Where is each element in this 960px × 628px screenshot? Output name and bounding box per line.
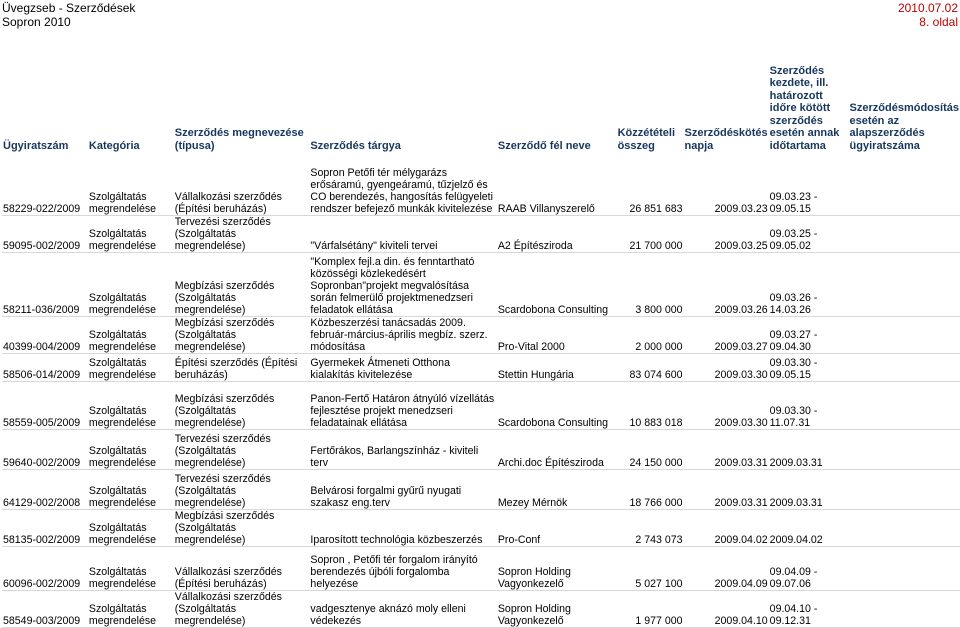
cell-signing-date: 2009.03.25	[714, 239, 768, 252]
cell-duration: 09.03.25 - 09.05.02	[769, 227, 818, 252]
cell-contract-type: Megbízási szerződés (Szolgáltatás megrendelése)	[174, 509, 275, 546]
table-row	[2, 316, 960, 353]
cell-base-contract	[849, 353, 960, 381]
col-header-base-contract: Szerződésmódosítás esetén az alapszerződés ügyiratszáma	[849, 102, 959, 152]
cell-duration: 09.03.26 - 14.03.26	[769, 291, 818, 316]
cell-subject: Belvárosi forgalmi gyűrű nyugati szakasz eng.terv	[310, 484, 462, 509]
cell-signing-date: 2009.03.30	[714, 416, 768, 429]
cell-amount: 10 883 018	[629, 416, 683, 429]
cell-contract-type: Tervezési szerződés (Szolgáltatás megrendelése)	[174, 215, 271, 252]
cell-category: Szolgáltatás megrendelése	[88, 602, 157, 627]
cell-party: RAAB Villanyszerelő	[497, 202, 595, 215]
cell-case-number: 59095-002/2009	[3, 239, 81, 252]
cell-duration: 09.03.30 - 09.05.15	[769, 356, 818, 381]
cell-category: Szolgáltatás megrendelése	[88, 521, 157, 546]
cell-case-number: 58135-002/2009	[3, 533, 81, 546]
table-row	[2, 509, 960, 546]
cell-signing-date: 2009.04.09	[714, 577, 768, 590]
col-header-category: Kategória	[88, 139, 140, 152]
cell-signing-date: 2009.04.10	[714, 614, 768, 627]
cell-case-number: 58506-014/2009	[3, 368, 81, 381]
cell-subject: Panon-Fertő Határon átnyúló vízellátás fejlesztése projekt menedzseri feladatainak ellátása	[310, 392, 495, 429]
cell-signing-date: 2009.03.26	[714, 303, 768, 316]
cell-party: Sopron Holding Vagyonkezelő	[497, 565, 571, 590]
cell-duration: 2009.03.31	[769, 456, 823, 469]
cell-duration: 09.03.23 - 09.05.15	[769, 190, 818, 215]
cell-signing-date: 2009.03.31	[714, 496, 768, 509]
document-title: Üvegzseb - Szerződések	[2, 1, 136, 15]
cell-subject: Gyermekek Átmeneti Otthona kialakítás kivitelezése	[310, 356, 450, 381]
cell-subject: "Várfalsétány" kiviteli tervei	[310, 239, 438, 252]
cell-amount: 3 800 000	[635, 303, 683, 316]
cell-duration: 09.04.09 - 09.07.06	[769, 565, 818, 590]
cell-base-contract	[849, 509, 960, 546]
cell-party: A2 Építésziroda	[497, 239, 573, 252]
cell-party: Mezey Mérnök	[497, 496, 568, 509]
col-header-subject: Szerződés tárgya	[310, 139, 401, 152]
cell-amount: 1 977 000	[635, 614, 683, 627]
cell-contract-type: Megbízási szerződés (Szolgáltatás megrendelése)	[174, 316, 275, 353]
col-header-party: Szerződő fél neve	[497, 139, 591, 152]
cell-contract-type: Építési szerződés (Építési beruházás)	[174, 356, 298, 381]
cell-signing-date: 2009.03.31	[714, 456, 768, 469]
cell-amount: 24 150 000	[629, 456, 683, 469]
cell-category: Szolgáltatás megrendelése	[88, 356, 157, 381]
cell-signing-date: 2009.03.23	[714, 202, 768, 215]
cell-amount: 18 766 000	[629, 496, 683, 509]
cell-party: Archi.doc Építésziroda	[497, 456, 604, 469]
table-row	[2, 429, 960, 469]
cell-category: Szolgáltatás megrendelése	[88, 291, 157, 316]
cell-duration: 09.04.10 - 09.12.31	[769, 602, 818, 627]
print-date: 2010.07.02	[897, 1, 958, 15]
cell-subject: "Komplex fejl.a din. és fenntartható közösségi közlekedésért Sopronban"projekt megvalósítása során felmerülő projektmenedzseri feladatok ellátása	[310, 255, 475, 316]
col-header-amount: Közzétételi összeg	[617, 127, 676, 152]
page-header	[0, 0, 960, 30]
cell-amount: 2 000 000	[635, 340, 683, 353]
cell-case-number: 60096-002/2009	[3, 577, 81, 590]
col-header-signing-date: Szerződéskötés napja	[684, 127, 768, 152]
header-row	[2, 34, 960, 152]
cell-signing-date: 2009.03.27	[714, 340, 768, 353]
cell-contract-type: Vállalkozási szerződés (Szolgáltatás megrendelése)	[174, 590, 282, 627]
cell-base-contract	[849, 316, 960, 353]
cell-contract-type: Megbízási szerződés (Szolgáltatás megrendelése)	[174, 279, 275, 316]
table-row	[2, 381, 960, 429]
table-row	[2, 546, 960, 590]
cell-case-number: 40399-004/2009	[3, 340, 81, 353]
table-row	[2, 252, 960, 316]
cell-amount: 5 027 100	[635, 577, 683, 590]
cell-case-number: 58229-022/2009	[3, 202, 81, 215]
cell-case-number: 59640-002/2009	[3, 456, 81, 469]
cell-amount: 2 743 073	[635, 533, 683, 546]
cell-base-contract	[849, 590, 960, 627]
cell-base-contract	[849, 152, 960, 215]
cell-category: Szolgáltatás megrendelése	[88, 328, 157, 353]
cell-category: Szolgáltatás megrendelése	[88, 227, 157, 252]
table-row	[2, 215, 960, 252]
page-number: 8. oldal	[919, 15, 958, 29]
cell-signing-date: 2009.04.02	[714, 533, 768, 546]
cell-amount: 26 851 683	[629, 202, 683, 215]
cell-category: Szolgáltatás megrendelése	[88, 190, 157, 215]
cell-base-contract	[849, 469, 960, 509]
cell-subject: vadgesztenye aknázó moly elleni védekezés	[310, 602, 466, 627]
table-row	[2, 353, 960, 381]
cell-subject: Sopron , Petőfi tér forgalom irányító berendezés újbóli forgalomba helyezése	[310, 553, 478, 590]
cell-subject: Iparosított technológia közbeszerzés	[310, 533, 483, 546]
cell-party: Pro-Vital 2000	[497, 340, 565, 353]
table-row	[2, 590, 960, 627]
cell-base-contract	[849, 215, 960, 252]
cell-amount: 21 700 000	[629, 239, 683, 252]
cell-party: Pro-Conf	[497, 533, 541, 546]
col-header-duration: Szerződés kezdete, ill. határozott időre kötött szerződés esetén annak időtartama	[769, 64, 840, 152]
cell-category: Szolgáltatás megrendelése	[88, 404, 157, 429]
cell-contract-type: Tervezési szerződés (Szolgáltatás megrendelése)	[174, 432, 271, 469]
cell-category: Szolgáltatás megrendelése	[88, 444, 157, 469]
cell-base-contract	[849, 381, 960, 429]
col-header-contract-type: Szerződés megnevezése (típusa)	[174, 127, 304, 152]
cell-subject: Sopron Petőfi tér mélygarázs erősáramú, gyengeáramú, tűzjelző és CO berendezés, hangosítás felügyeleti rendszer befejező munkák kivitelezése	[310, 166, 493, 215]
cell-case-number: 58211-036/2009	[3, 303, 80, 316]
cell-subject: Közbeszerzési tanácsadás 2009. február-március-április megbíz. szerz. módosítása	[310, 316, 488, 353]
table-row	[2, 469, 960, 509]
cell-contract-type: Megbízási szerződés (Szolgáltatás megrendelése)	[174, 392, 275, 429]
cell-party: Scardobona Consulting	[497, 303, 608, 316]
table-row	[2, 152, 960, 215]
cell-base-contract	[849, 429, 960, 469]
cell-contract-type: Tervezési szerződés (Szolgáltatás megrendelése)	[174, 472, 271, 509]
cell-party: Scardobona Consulting	[497, 416, 608, 429]
cell-contract-type: Vállalkozási szerződés (Építési beruházás)	[174, 565, 282, 590]
cell-contract-type: Vállalkozási szerződés (Építési beruházás)	[174, 190, 282, 215]
cell-subject: Fertőrákos, Barlangszínház - kiviteli terv	[310, 444, 479, 469]
col-header-case-number: Ügyiratszám	[3, 139, 69, 152]
cell-base-contract	[849, 252, 960, 316]
document-subtitle: Sopron 2010	[2, 15, 71, 29]
contracts-table	[2, 34, 960, 628]
cell-case-number: 64129-002/2008	[3, 496, 81, 509]
cell-base-contract	[849, 546, 960, 590]
cell-amount: 83 074 600	[629, 368, 683, 381]
cell-party: Stettin Hungária	[497, 368, 574, 381]
cell-category: Szolgáltatás megrendelése	[88, 565, 157, 590]
cell-duration: 09.03.30 - 11.07.31	[769, 404, 818, 429]
cell-case-number: 58559-005/2009	[3, 416, 81, 429]
cell-case-number: 58549-003/2009	[3, 614, 81, 627]
cell-category: Szolgáltatás megrendelése	[88, 484, 157, 509]
cell-signing-date: 2009.03.30	[714, 368, 768, 381]
cell-duration: 2009.04.02	[769, 533, 823, 546]
cell-duration: 09.03.27 - 09.04.30	[769, 328, 818, 353]
cell-party: Sopron Holding Vagyonkezelő	[497, 602, 571, 627]
cell-duration: 2009.03.31	[769, 496, 823, 509]
